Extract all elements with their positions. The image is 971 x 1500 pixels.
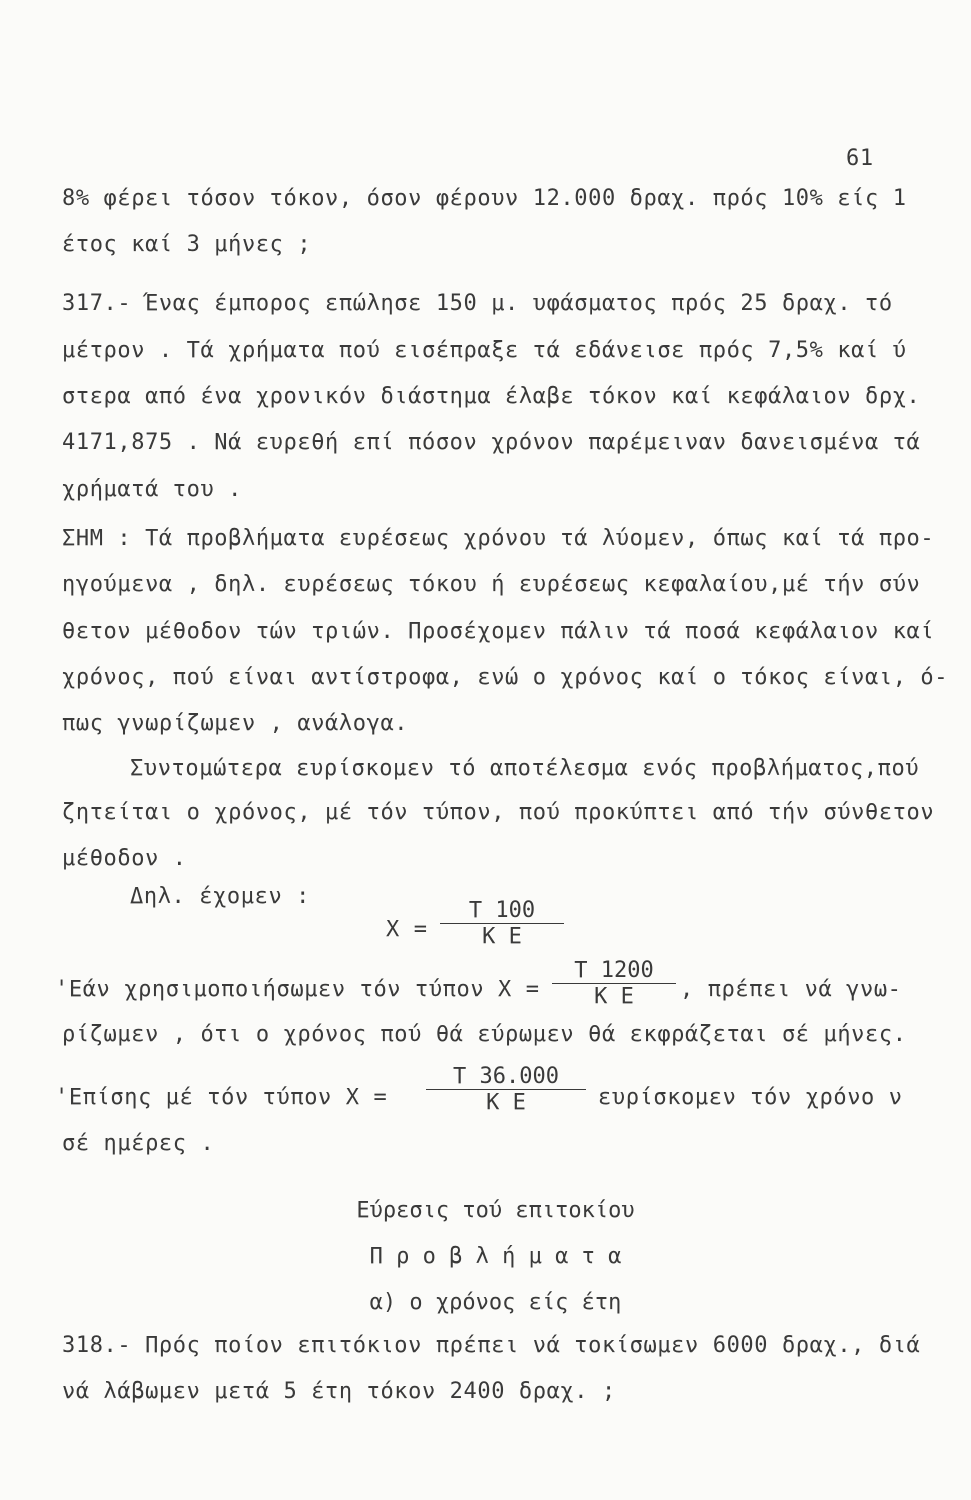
text-line: έτος καί 3 μήνες ; [62, 232, 312, 257]
text-line: στερα από ένα χρονικόν διάστημα έλαβε τόκον καί κεφάλαιον δρχ. [62, 384, 921, 409]
text-line: 4171,875 . Νά ευρεθή επί πόσον χρόνον παρέμειναν δανεισμένα τά [62, 430, 921, 455]
formula-denominator: Κ Ε [594, 984, 634, 1009]
section-subheading: α) ο χρόνος είς έτη [369, 1290, 622, 1315]
text-line: 'Επίσης μέ τόν τύπον Χ = [55, 1085, 388, 1110]
text-line: σέ ημέρες . [62, 1131, 215, 1156]
formula-numerator: Τ 36.000 [453, 1064, 559, 1089]
formula-fraction [552, 958, 676, 1009]
text-line: 'Εάν χρησιμοποιήσωμεν τόν τύπον Χ = [55, 977, 540, 1002]
note-line: ΣΗΜ : Τά προβλήματα ευρέσεως χρόνου τά λύομεν, όπως καί τά προ- [62, 526, 935, 551]
page-number: 61 [846, 146, 874, 171]
text-line: 8% φέρει τόσον τόκον, όσον φέρουν 12.000 δραχ. πρός 10% είς 1 [62, 186, 907, 211]
formula-denominator: Κ Ε [486, 1090, 526, 1115]
text-line: θετον μέθοδον τών τριών. Προσέχομεν πάλιν τά ποσά κεφάλαιον καί [62, 619, 935, 644]
formula-numerator: Τ 1200 [574, 958, 654, 983]
formula-lhs: Χ = [386, 917, 428, 942]
formula-fraction [426, 1064, 586, 1115]
text-line: πως γνωρίζωμεν , ανάλογα. [62, 711, 409, 736]
formula-numerator: Τ 100 [468, 898, 536, 923]
text-line: Δηλ. έχομεν : [130, 884, 310, 909]
text-line: Συντομώτερα ευρίσκομεν τό αποτέλεσμα ενός προβλήματος,πού [130, 756, 920, 781]
problem-317-line: 317.- Ένας έμπορος επώλησε 150 μ. υφάσματος πρός 25 δραχ. τό [62, 291, 893, 316]
text-line: ευρίσκομεν τόν χρόνο ν [598, 1085, 903, 1110]
text-line: μέτρον . Τά χρήματα πού εισέπραξε τά εδάνεισε πρός 7,5% καί ύ [62, 338, 907, 363]
text-line: ρίζωμεν , ότι ο χρόνος πού θά εύρωμεν θά εκφράζεται σέ μήνες. [62, 1022, 907, 1047]
section-subheading: Π ρ ο β λ ή μ α τ α [369, 1244, 622, 1269]
text-line: ηγούμενα , δηλ. ευρέσεως τόκου ή ευρέσεως κεφαλαίου,μέ τήν σύν [62, 572, 921, 597]
section-heading: Εύρεσις τού επιτοκίου [356, 1198, 635, 1223]
text-line: χρήματά του . [62, 477, 242, 502]
text-line: νά λάβωμεν μετά 5 έτη τόκον 2400 δραχ. ; [62, 1379, 616, 1404]
text-line: ζητείται ο χρόνος, μέ τόν τύπον, πού προκύπτει από τήν σύνθετον [62, 800, 935, 825]
problem-318-line: 318.- Πρός ποίον επιτόκιον πρέπει νά τοκίσωμεν 6000 δραχ., διά [62, 1333, 921, 1358]
formula-fraction [440, 898, 564, 949]
text-line: μέθοδον . [62, 846, 187, 871]
formula-denominator: Κ Ε [482, 924, 522, 949]
text-line: χρόνος, πού είναι αντίστροφα, ενώ ο χρόνος καί ο τόκος είναι, ό- [62, 665, 949, 690]
text-line: , πρέπει νά γνω- [680, 977, 902, 1002]
